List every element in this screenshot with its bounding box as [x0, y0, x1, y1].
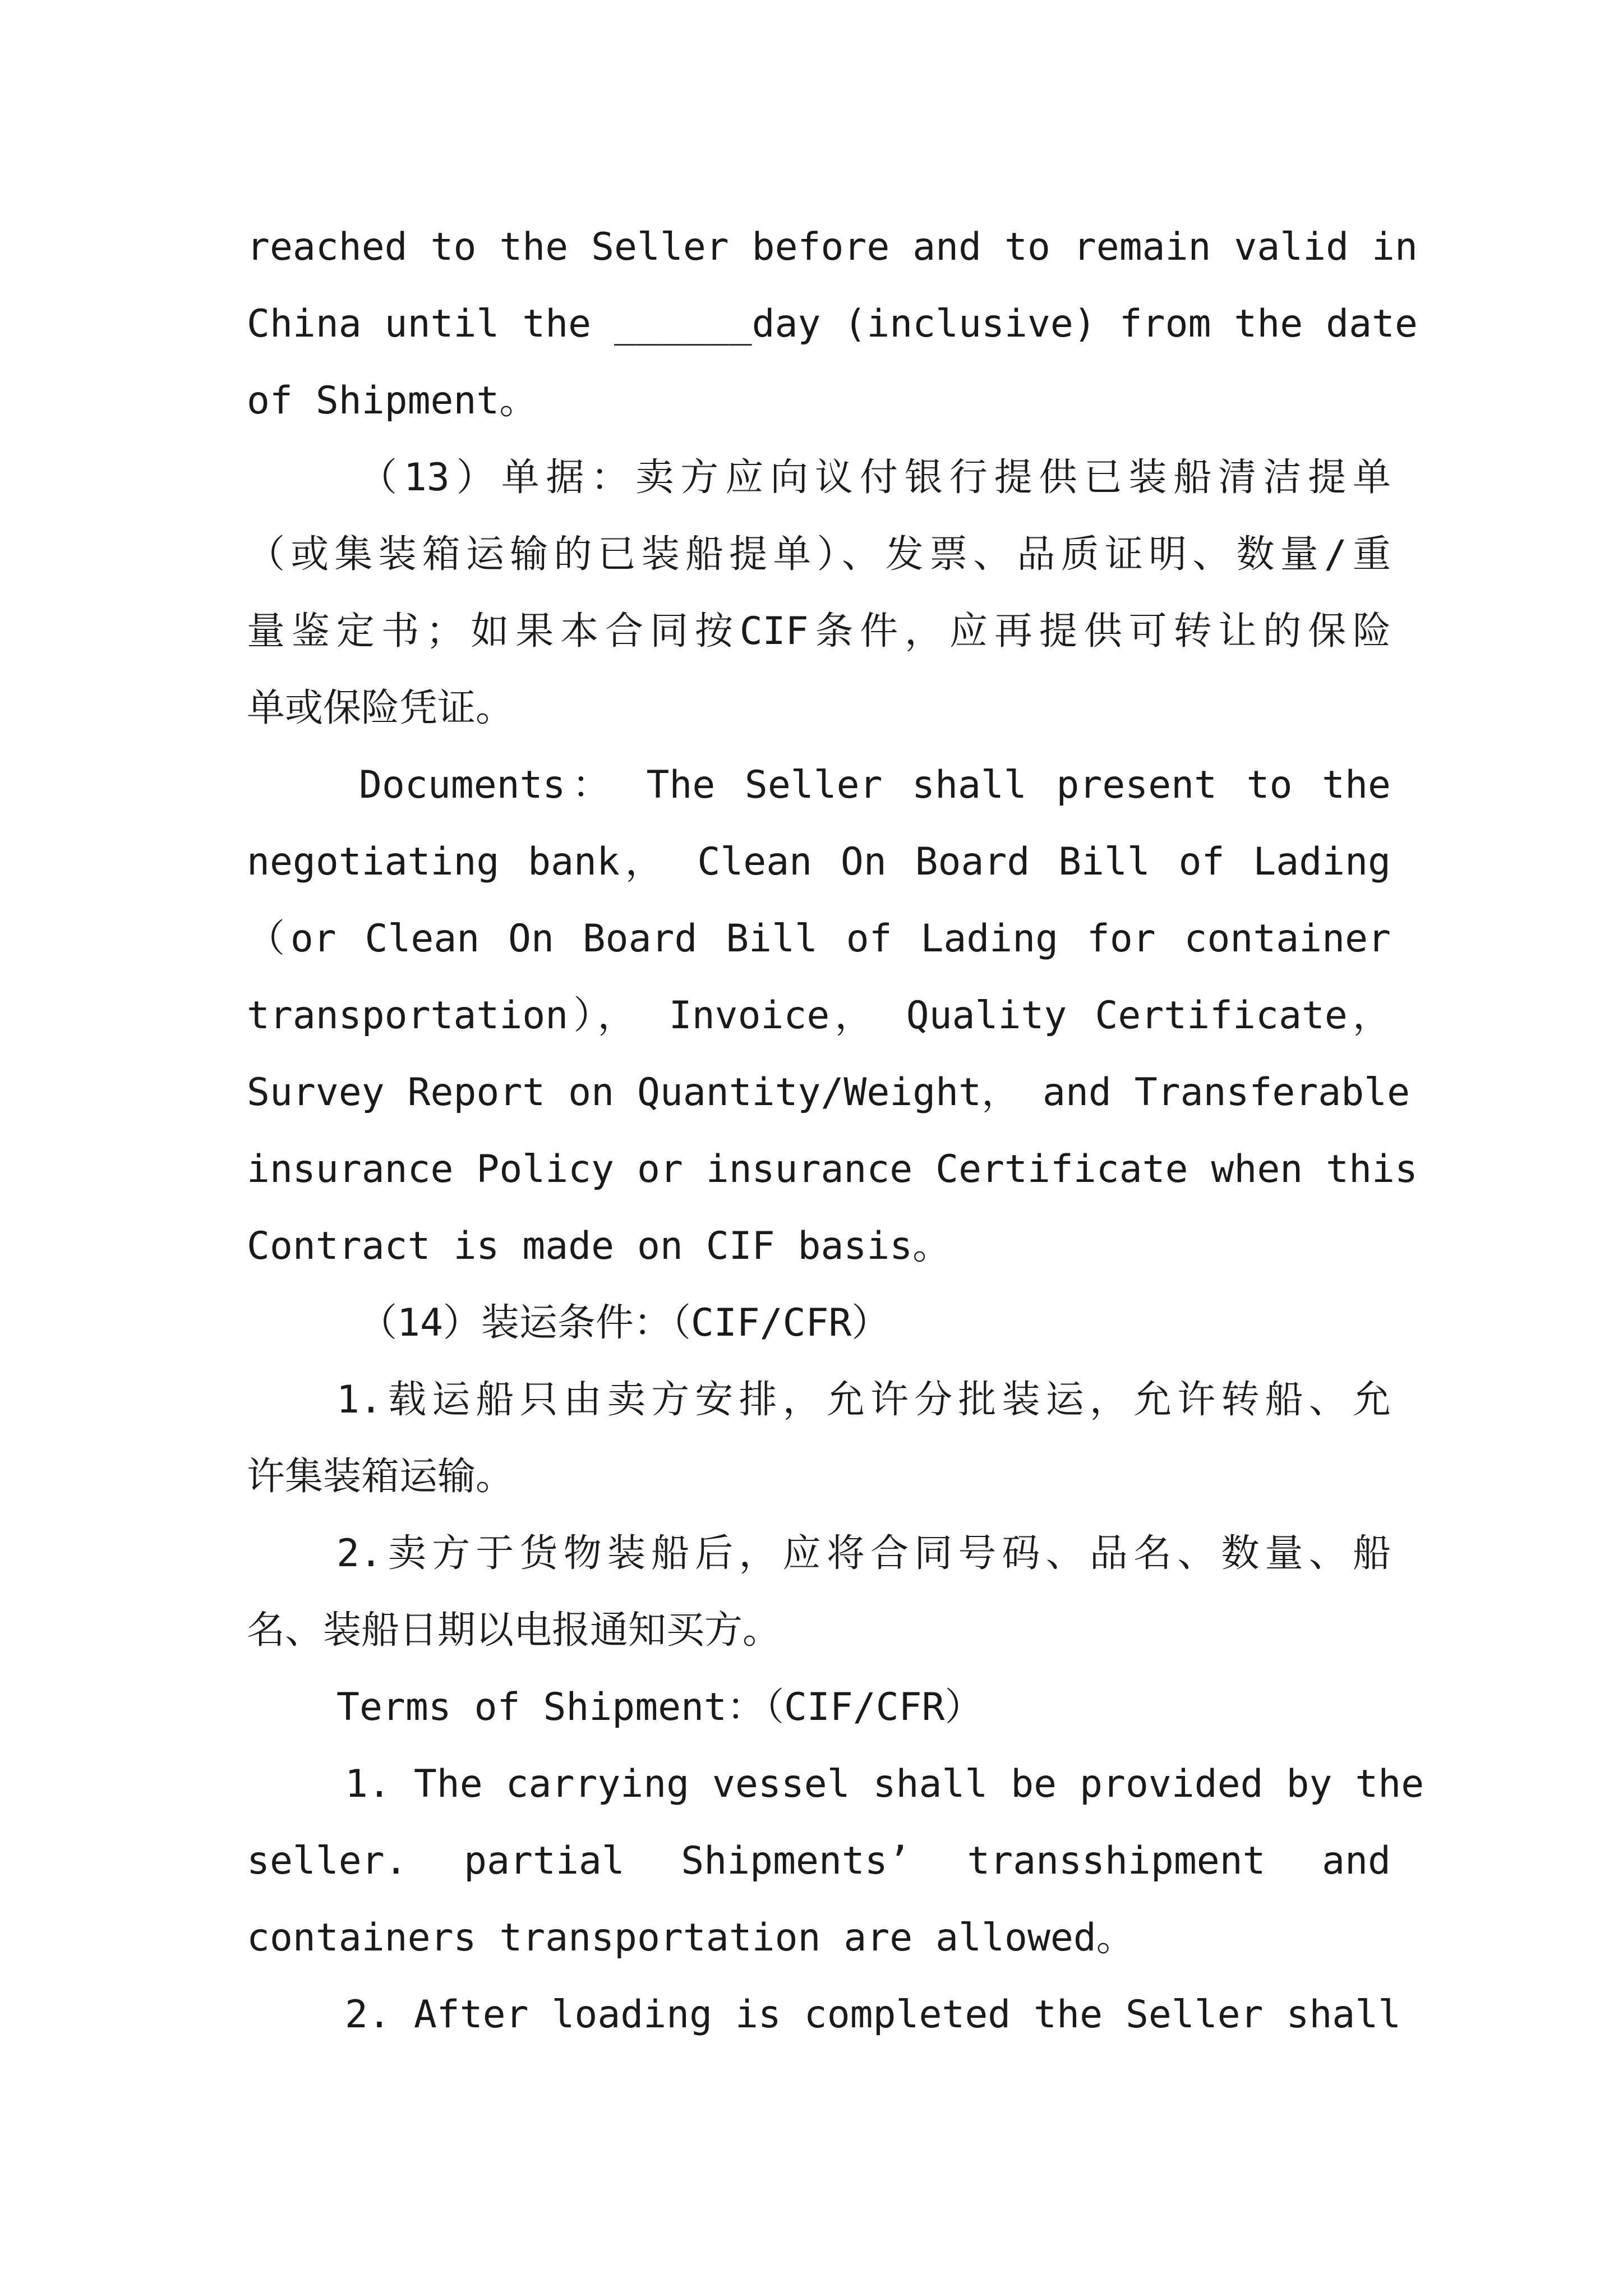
terms-of-shipment-heading: Terms of Shipment：（CIF/CFR）: [336, 1685, 983, 1729]
text-line: China until the ______day (inclusive) from the date: [247, 302, 1418, 346]
text-line: insurance Policy or insurance Certificate when this: [247, 1147, 1418, 1191]
clause-13-heading: （13）单据：卖方应向议付银行提供已装船清洁提单: [359, 455, 1391, 500]
text-line: of Shipment。: [247, 379, 538, 423]
text-line: 2. After loading is completed the Seller shall: [345, 1993, 1401, 2037]
text-line: seller. partial Shipments’ transshipment and: [247, 1839, 1391, 1883]
text-line: （或集装箱运输的已装船提单）、发票、品质证明、数量/重: [247, 532, 1391, 577]
text-line: 1.载运船只由卖方安排，允许分批装运，允许转船、允: [336, 1378, 1391, 1422]
text-line: transportation）， Invoice， Quality Certificate，: [247, 993, 1391, 1038]
text-line: Contract is made on CIF basis。: [247, 1224, 951, 1268]
text-line: negotiating bank， Clean On Board Bill of Lading: [247, 840, 1391, 884]
text-line: 2.卖方于货物装船后，应将合同号码、品名、数量、船: [336, 1531, 1391, 1576]
text-line: 名、装船日期以电报通知买方。: [247, 1608, 781, 1653]
contract-text-body: [247, 209, 1424, 2053]
documents-heading: Documents： The Seller shall present to the: [359, 763, 1391, 807]
text-line: containers transportation are allowed。: [247, 1916, 1135, 1960]
text-line: 1. The carrying vessel shall be provided by the: [345, 1762, 1424, 1806]
text-line: 单或保险凭证。: [247, 686, 514, 730]
text-line: reached to the Seller before and to remain valid in: [247, 225, 1418, 269]
text-line: 许集装箱运输。: [247, 1455, 514, 1499]
text-line: Survey Report on Quantity/Weight， and Transferable: [247, 1070, 1410, 1115]
text-line: （or Clean On Board Bill of Lading for container: [247, 917, 1391, 961]
clause-14-heading: （14）装运条件：（CIF/CFR）: [359, 1301, 890, 1345]
text-line: 量鉴定书；如果本合同按CIF条件，应再提供可转让的保险: [247, 609, 1391, 654]
